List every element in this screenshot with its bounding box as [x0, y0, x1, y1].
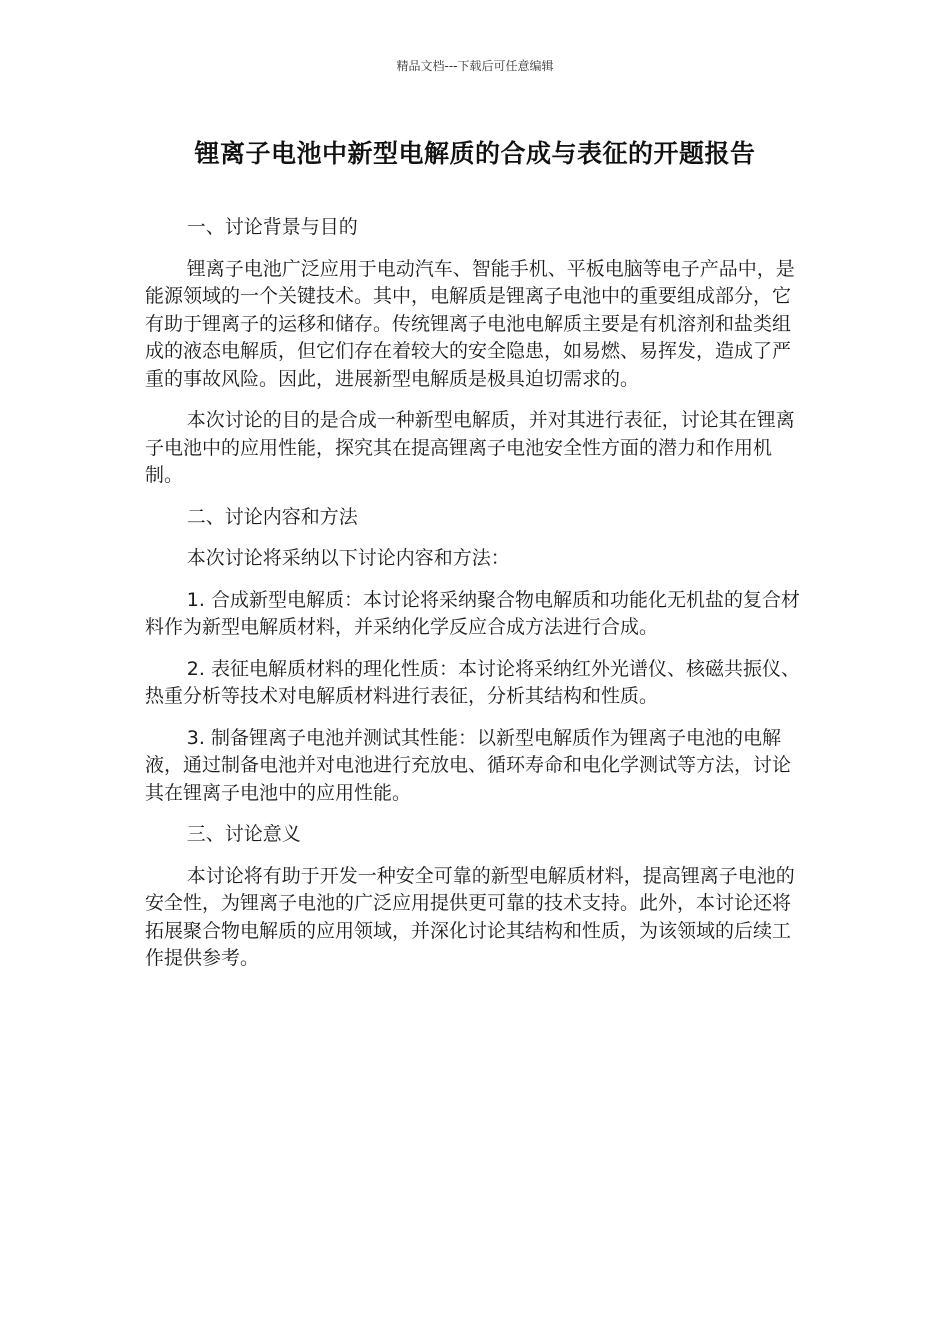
paragraph-significance: 本讨论将有助于开发一种安全可靠的新型电解质材料，提高锂离子电池的安全性，为锂离子电池的广泛应用提供更可靠的技术支持。此外，本讨论还将拓展聚合物电解质的应用领域，并深化讨论其结构和性质，为该领域的后续工作提供参考。 [145, 864, 795, 969]
list-item-synthesis: 1. 合成新型电解质：本讨论将采纳聚合物电解质和功能化无机盐的复合材料作为新型电解质材料，并采纳化学反应合成方法进行合成。 [145, 588, 800, 638]
paragraph-background: 锂离子电池广泛应用于电动汽车、智能手机、平板电脑等电子产品中，是能源领域的一个关键技术。其中，电解质是锂离子电池中的重要组成部分，它有助于锂离子的运移和储存。传统锂离子电池电解质主要是有机溶剂和盐类组成的液态电解质，但它们存在着较大的安全隐患，如易燃、易挥发，造成了严重的事故风险。因此，进展新型电解质是极具迫切需求的。 [145, 257, 795, 390]
document-title: 锂离子电池中新型电解质的合成与表征的开题报告 [194, 139, 756, 168]
paragraph-methods-intro: 本次讨论将采纳以下讨论内容和方法： [186, 547, 510, 569]
section-heading-significance: 三、讨论意义 [186, 823, 301, 845]
document-body [145, 214, 805, 987]
section-heading-background: 一、讨论背景与目的 [186, 216, 358, 238]
section-heading-methods: 二、讨论内容和方法 [186, 505, 358, 528]
page-header: 精品文档---下载后可任意编辑 [396, 59, 554, 73]
list-item-battery-testing: 3. 制备锂离子电池并测试其性能：以新型电解质作为锂离子电池的电解液，通过制备电池并对电池进行充放电、循环寿命和电化学测试等方法，讨论其在锂离子电池中的应用性能。 [145, 726, 792, 804]
list-item-characterization: 2. 表征电解质材料的理化性质：本讨论将采纳红外光谱仪、核磁共振仪、热重分析等技术对电解质材料进行表征，分析其结构和性质。 [145, 657, 800, 707]
paragraph-purpose: 本次讨论的目的是合成一种新型电解质，并对其进行表征，讨论其在锂离子电池中的应用性能，探究其在提高锂离子电池安全性方面的潜力和作用机制。 [145, 409, 795, 486]
